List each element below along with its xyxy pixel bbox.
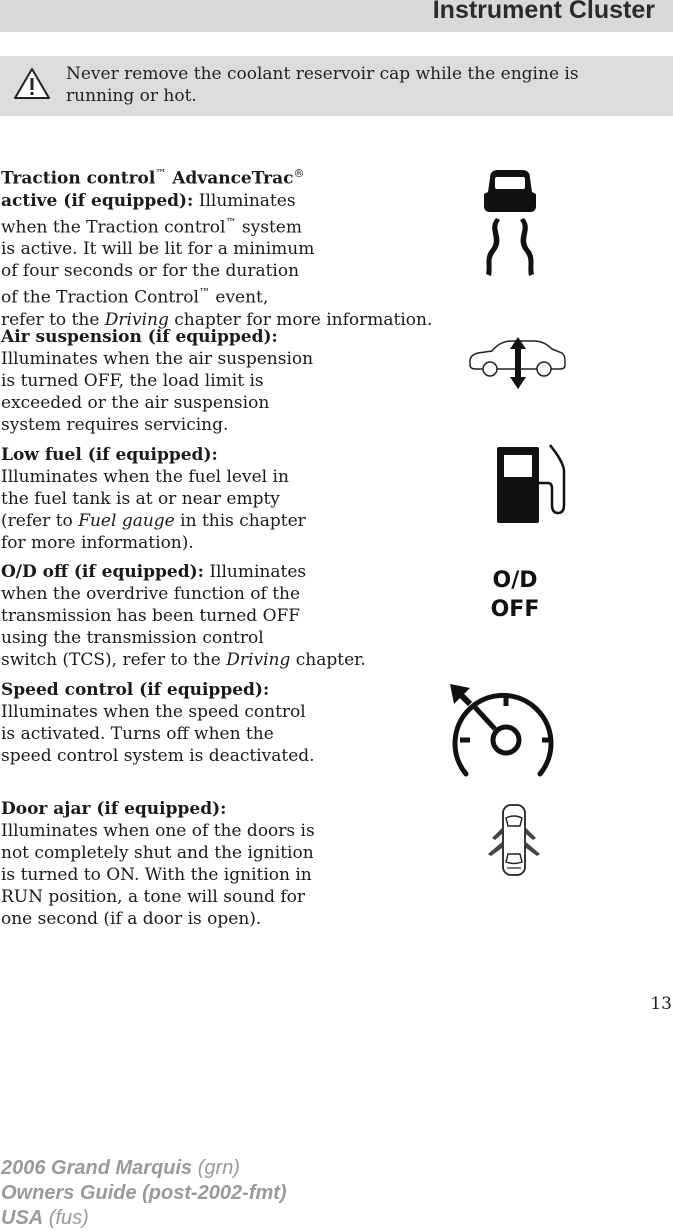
traction-control-icon xyxy=(478,166,542,278)
low-fuel-entry: Low fuel (if equipped): Illuminates when the fuel level in the fuel tank is at or near empty (refer to Fuel gauge in this chapter for more information). xyxy=(1,445,306,553)
door-ajar-entry: Door ajar (if equipped): Illuminates when one of the doors is not completely shut and the ignition is turned to ON. With the ignition in RUN position, a tone will sound for one second (if a door is open). xyxy=(1,799,315,929)
air-suspension-icon xyxy=(466,335,568,391)
traction-control-entry: Traction control™ AdvanceTrac® active (if equipped): Illuminates when the Traction control™ system is active. It will be lit for a minimum of four seconds or for the duration of the Traction Control™ event, refer to the Driving chapter for more information. xyxy=(1,167,433,330)
warning-triangle-icon xyxy=(12,66,52,102)
speed-control-icon xyxy=(446,680,560,780)
air-suspension-entry: Air suspension (if equipped): Illuminates when the air suspension is turned OFF, the load limit is exceeded or the air suspension system requires servicing. xyxy=(1,327,314,435)
page-title: Instrument Cluster xyxy=(432,0,655,24)
od-off-icon: O/D OFF xyxy=(490,568,540,622)
door-ajar-icon xyxy=(484,802,544,878)
speed-control-entry: Speed control (if equipped): Illuminates when the speed control is activated. Turns off when the speed control system is deactivated. xyxy=(1,680,315,766)
page-number: 13 xyxy=(650,994,672,1014)
low-fuel-icon xyxy=(494,443,566,525)
warning-text: Never remove the coolant reservoir cap while the engine is running or hot. xyxy=(66,64,579,106)
warning-box xyxy=(0,56,673,116)
od-off-entry: O/D off (if equipped): Illuminates when the overdrive function of the transmission has been turned OFF using the transmission control switch (TCS), refer to the Driving chapter. xyxy=(1,562,366,670)
header-bar xyxy=(0,0,673,32)
footer: 2006 Grand Marquis (grn) Owners Guide (post-2002-fmt) USA (fus) xyxy=(1,1157,287,1229)
